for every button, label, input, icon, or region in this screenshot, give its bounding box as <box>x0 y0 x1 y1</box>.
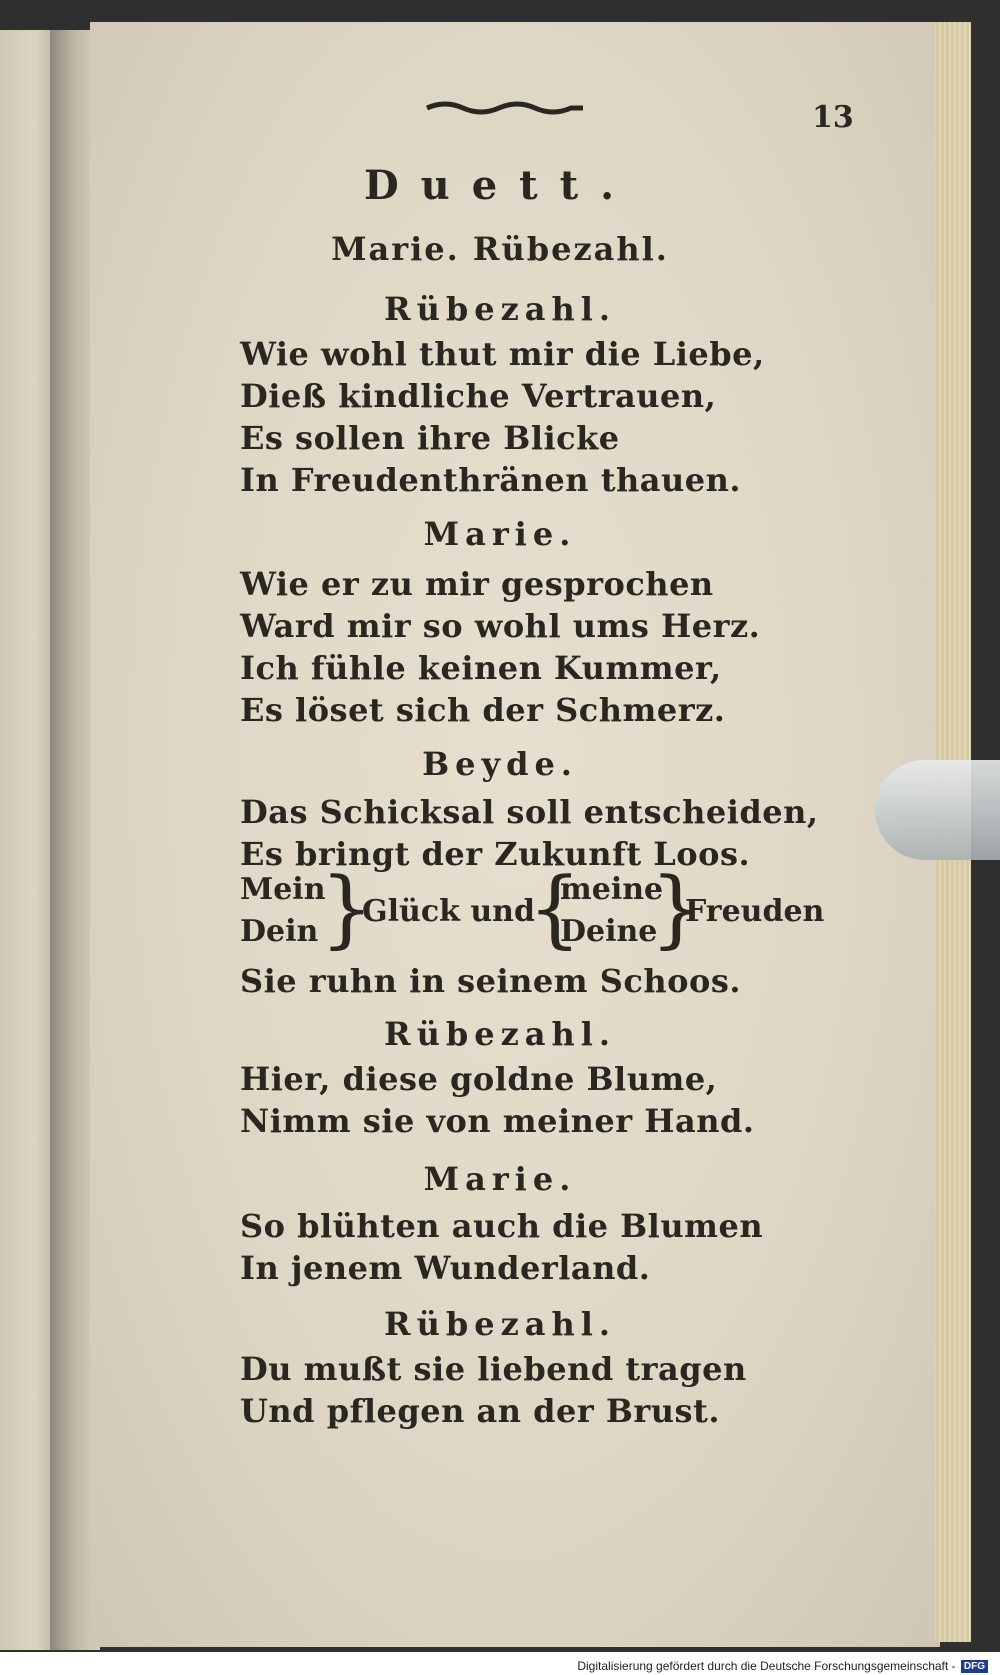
verse-line: Wie er zu mir gesprochen <box>240 565 714 603</box>
speaker-heading: Rübezahl. <box>383 1305 617 1343</box>
verse-line: Ward mir so wohl ums Herz. <box>240 607 761 645</box>
verse-line: Sie ruhn in seinem Schoos. <box>240 962 741 1000</box>
dfg-logo: DFG <box>961 1660 988 1673</box>
verse-line: Nimm sie von meiner Hand. <box>240 1102 755 1140</box>
cast-line: Marie. Rübezahl. <box>331 230 669 268</box>
page-clip <box>875 760 1000 860</box>
verse-line: Und pflegen an der Brust. <box>240 1392 720 1430</box>
speaker-heading: Rübezahl. <box>383 1015 617 1053</box>
brace-word-dein: Dein <box>240 914 319 949</box>
brace-verse <box>240 859 825 960</box>
page-title: Duett. <box>363 162 637 209</box>
verse-line: Hier, diese goldne Blume, <box>240 1060 718 1098</box>
ornament-rule <box>425 100 585 116</box>
verse-line: Dieß kindliche Vertrauen, <box>240 377 717 415</box>
verse-line: In Freudenthränen thauen. <box>240 461 741 499</box>
verse-line: Es löset sich der Schmerz. <box>240 691 726 729</box>
brace-word-meine: meine <box>560 872 664 907</box>
speaker-heading: Rübezahl. <box>383 290 617 328</box>
verse-line: Das Schicksal soll entscheiden, <box>240 793 819 831</box>
digitization-footer <box>0 1652 1000 1675</box>
verse-line: Es sollen ihre Blicke <box>240 419 620 457</box>
verse-line: So blühten auch die Blumen <box>240 1207 764 1245</box>
speaker-heading: Marie. <box>423 1160 577 1198</box>
brace-word-mein: Mein <box>240 872 326 907</box>
brace-word-deine: Deine <box>560 914 658 949</box>
right-brace: } <box>650 859 704 957</box>
brace-word-glueck-und: Glück und <box>362 894 535 929</box>
speaker-heading: Marie. <box>423 515 577 553</box>
brace-word-freuden: Freuden <box>685 894 825 929</box>
verse-line: Wie wohl thut mir die Liebe, <box>240 335 765 373</box>
speaker-heading: Beyde. <box>422 745 578 783</box>
footer-credit: Digitalisierung gefördert durch die Deutsche Forschungsgemeinschaft - <box>577 1659 956 1673</box>
verse-line: Ich fühle keinen Kummer, <box>240 649 722 687</box>
verse-line: Du mußt sie liebend tragen <box>240 1350 747 1388</box>
verse-line: In jenem Wunderland. <box>240 1249 651 1287</box>
page-number: 13 <box>812 100 854 135</box>
right-brace: } <box>320 859 374 957</box>
left-brace: { <box>528 859 582 957</box>
verse-line: Es bringt der Zukunft Loos. <box>240 835 751 873</box>
